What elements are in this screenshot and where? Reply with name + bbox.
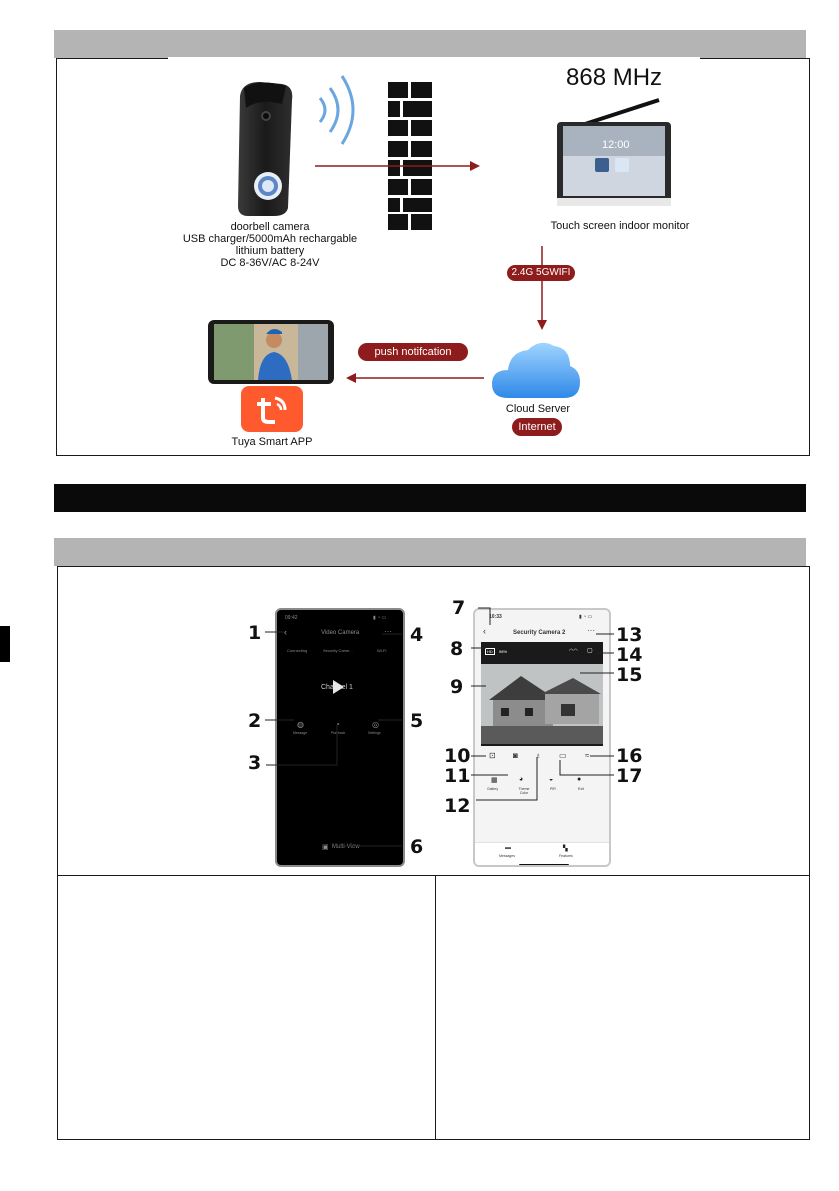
callout-5: 5 [410, 710, 424, 732]
callout-10: 10 [444, 745, 471, 767]
doorbell-caption-line-2: USB charger/5000mAh rechargable [182, 233, 358, 245]
internet-pill: Internet [512, 418, 562, 436]
left-btn-mid-label: Playback [331, 731, 346, 735]
left-status-time: 09:42 [285, 615, 298, 621]
callout-12: 12 [444, 795, 471, 817]
gallery-icon[interactable]: ▦ [491, 777, 498, 784]
callout-4: 4 [410, 624, 424, 646]
tab-messages[interactable]: Messages [499, 854, 515, 858]
cloud-caption: Cloud Server [505, 403, 571, 415]
callout-11: 11 [444, 765, 471, 787]
signal-icon: ◠◠ [569, 648, 578, 654]
frequency-label: 868 MHz [566, 64, 663, 91]
callout-3: 3 [248, 752, 262, 774]
playback-icon[interactable]: ◔ [335, 720, 340, 729]
features-icon[interactable]: ▚ [563, 846, 568, 852]
pir-icon[interactable]: ◒ [549, 776, 554, 783]
tool-gallery: Gallery [487, 787, 499, 791]
left-multiview[interactable]: Multi-View [332, 844, 360, 850]
exit-icon[interactable]: ● [577, 776, 582, 783]
hd-badge[interactable]: HD [487, 649, 493, 654]
push-notification-pill: push notifcation [358, 343, 468, 361]
bell-icon[interactable]: ◍ [297, 720, 304, 729]
tool-pir: PIR [550, 787, 556, 791]
microphone-icon[interactable]: ♁ [535, 751, 541, 760]
doorbell-caption-line-1: doorbell camera [230, 221, 310, 233]
right-more-icon[interactable]: ··· [587, 626, 595, 635]
left-btn-left-label: Message [293, 731, 308, 735]
doorbell-caption-line-3: lithium battery [235, 245, 305, 257]
settings-icon[interactable]: ◎ [372, 720, 379, 729]
tab-features[interactable]: Features [559, 854, 573, 858]
callout-17: 17 [616, 765, 643, 787]
multiview-icon[interactable]: ▣ [322, 844, 329, 851]
callout-1: 1 [248, 622, 262, 644]
monitor-caption: Touch screen indoor monitor [550, 220, 690, 232]
messages-icon[interactable]: ▬ [505, 845, 511, 851]
left-channel-label: Channel 1 [321, 684, 353, 691]
left-tab-right[interactable]: Wi-Fi [377, 648, 387, 653]
callout-2: 2 [248, 710, 262, 732]
callout-8: 8 [450, 638, 464, 660]
left-more-icon[interactable]: ··· [384, 627, 392, 636]
callout-7: 7 [452, 597, 466, 619]
right-title: Security Camera 2 [513, 630, 566, 636]
doorbell-caption-line-4: DC 8-36V/AC 8-24V [220, 257, 320, 269]
wifi-pill: 2.4G 5GWIFI [507, 265, 575, 281]
screenshot-icon[interactable]: ⊡ [489, 751, 496, 760]
left-back-icon[interactable]: ‹ [284, 627, 287, 637]
fullscreen-icon[interactable]: ▢ [587, 648, 593, 654]
camera-icon[interactable]: ◙ [513, 751, 518, 760]
expand-icon[interactable]: ≈ [585, 751, 590, 760]
left-btn-right-label: Settings [368, 731, 381, 735]
callout-9: 9 [450, 676, 464, 698]
right-back-icon[interactable]: ‹ [483, 626, 486, 636]
callout-6: 6 [410, 836, 424, 858]
record-icon[interactable]: ▭ [559, 751, 567, 760]
app-caption: Tuya Smart APP [231, 436, 313, 448]
right-status-icons: ▮ ◔ ▭ [579, 614, 593, 620]
right-status-time: 10:33 [489, 614, 502, 620]
left-status-icons: ▮ ◔ ▭ [373, 615, 387, 621]
left-tab-mid[interactable]: Security Came... [323, 648, 353, 653]
callout-15: 15 [616, 664, 643, 686]
battery-level: 98% [499, 649, 508, 654]
tool-theme-color: Theme Color [518, 787, 530, 795]
left-tab-left[interactable]: Connecting [287, 648, 308, 653]
callout-13: 13 [616, 624, 643, 646]
left-title: Video Camera [321, 630, 360, 636]
monitor-clock: 12:00 [602, 139, 630, 151]
theme-color-icon[interactable]: ◕ [519, 776, 524, 783]
callout-16: 16 [616, 745, 643, 767]
callout-14: 14 [616, 644, 643, 666]
tool-exit: Exit [578, 787, 584, 791]
